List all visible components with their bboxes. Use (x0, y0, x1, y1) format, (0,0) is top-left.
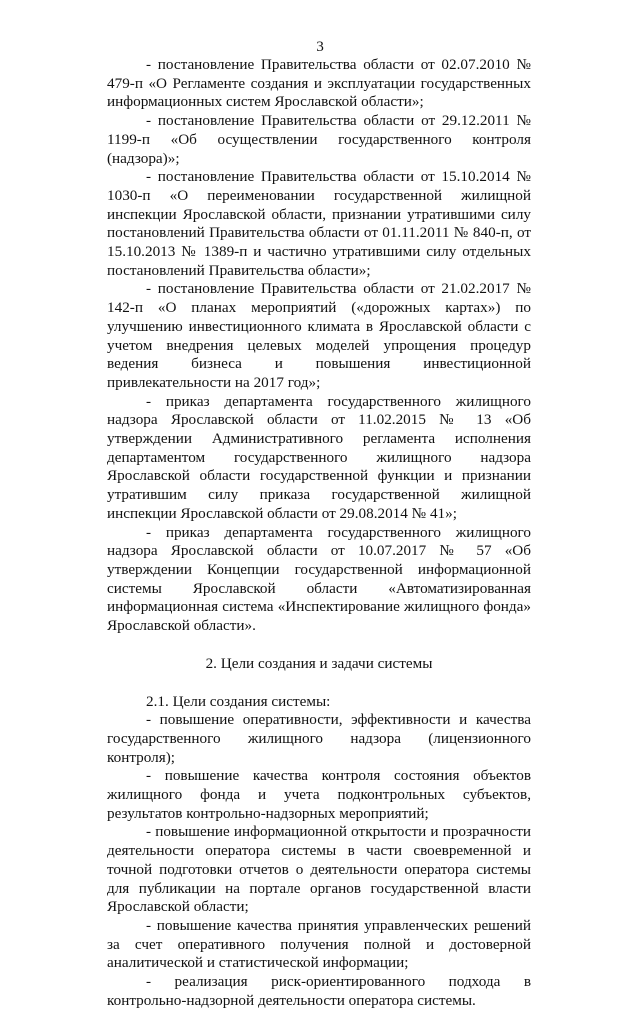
legal-reference-item: - приказ департамента государственного жилищного надзора Ярославской области от 11.02.2015 № 13 «Об утверждении Административного регламента исполнения департаментом государственного жилищного надзора Ярославской области государственной функции и признании утратившим силу приказа государственной жилищной инспекции Ярославской области от 29.08.2014 № 41»; (107, 392, 531, 522)
goal-item: - повышение оперативности, эффективности и качества государственного жилищного надзора (лицензионного контроля); (107, 711, 531, 766)
goal-item: - повышение качества принятия управленческих решений за счет оперативного получения полной и достоверной аналитической и статистической информации; (107, 916, 531, 972)
goal-item: - реализация риск-ориентированного подхода в контрольно-надзорной деятельности оператора системы. (107, 973, 531, 1009)
subsection-heading: 2.1. Цели создания системы: (146, 692, 331, 710)
goal-item: - повышение качества контроля состояния объектов жилищного фонда и учета подконтрольных субъектов, результатов контрольно-надзорных мероприятий; (107, 767, 531, 822)
legal-reference-item: - приказ департамента государственного жилищного надзора Ярославской области от 10.07.2017 № 57 «Об утверждении Концепции государственной информационной системы Ярославской области «Автоматизированная информационная система «Инспектирование жилищного фонда» Ярославской области». (107, 523, 531, 635)
document-body (107, 56, 531, 1010)
legal-reference-item: - постановление Правительства области от 29.12.2011 № 1199-п «Об осуществлении государственного контроля (надзора)»; (107, 112, 531, 167)
legal-reference-item: - постановление Правительства области от 21.02.2017 № 142-п «О планах мероприятий («дорожных картах») по улучшению инвестиционного климата в Ярославской области с учетом внедрения целевых моделей упрощения процедур ведения бизнеса и повышения инвестиционной привлекательности на 2017 год»; (107, 280, 531, 391)
section-heading: 2. Цели создания и задачи системы (205, 654, 433, 672)
goal-item: - повышение информационной открытости и прозрачности деятельности оператора системы в части своевременной и точной подготовки отчетов о деятельности оператора системы для публикации на портале органов государственной власти Ярославской области; (107, 823, 531, 916)
legal-reference-item: - постановление Правительства области от 02.07.2010 № 479-п «О Регламенте создания и эксплуатации государственных информационных систем Ярославской области»; (107, 56, 531, 111)
page-number: 3 (316, 38, 324, 55)
legal-reference-item: - постановление Правительства области от 15.10.2014 № 1030-п «О переименовании государственной жилищной инспекции Ярославской области, признании утратившими силу постановлений Правительства области от 01.11.2011 № 840-п, от 15.10.2013 № 1389-п и частично утратившими силу отдельных постановлений Правительства области»; (107, 168, 531, 279)
